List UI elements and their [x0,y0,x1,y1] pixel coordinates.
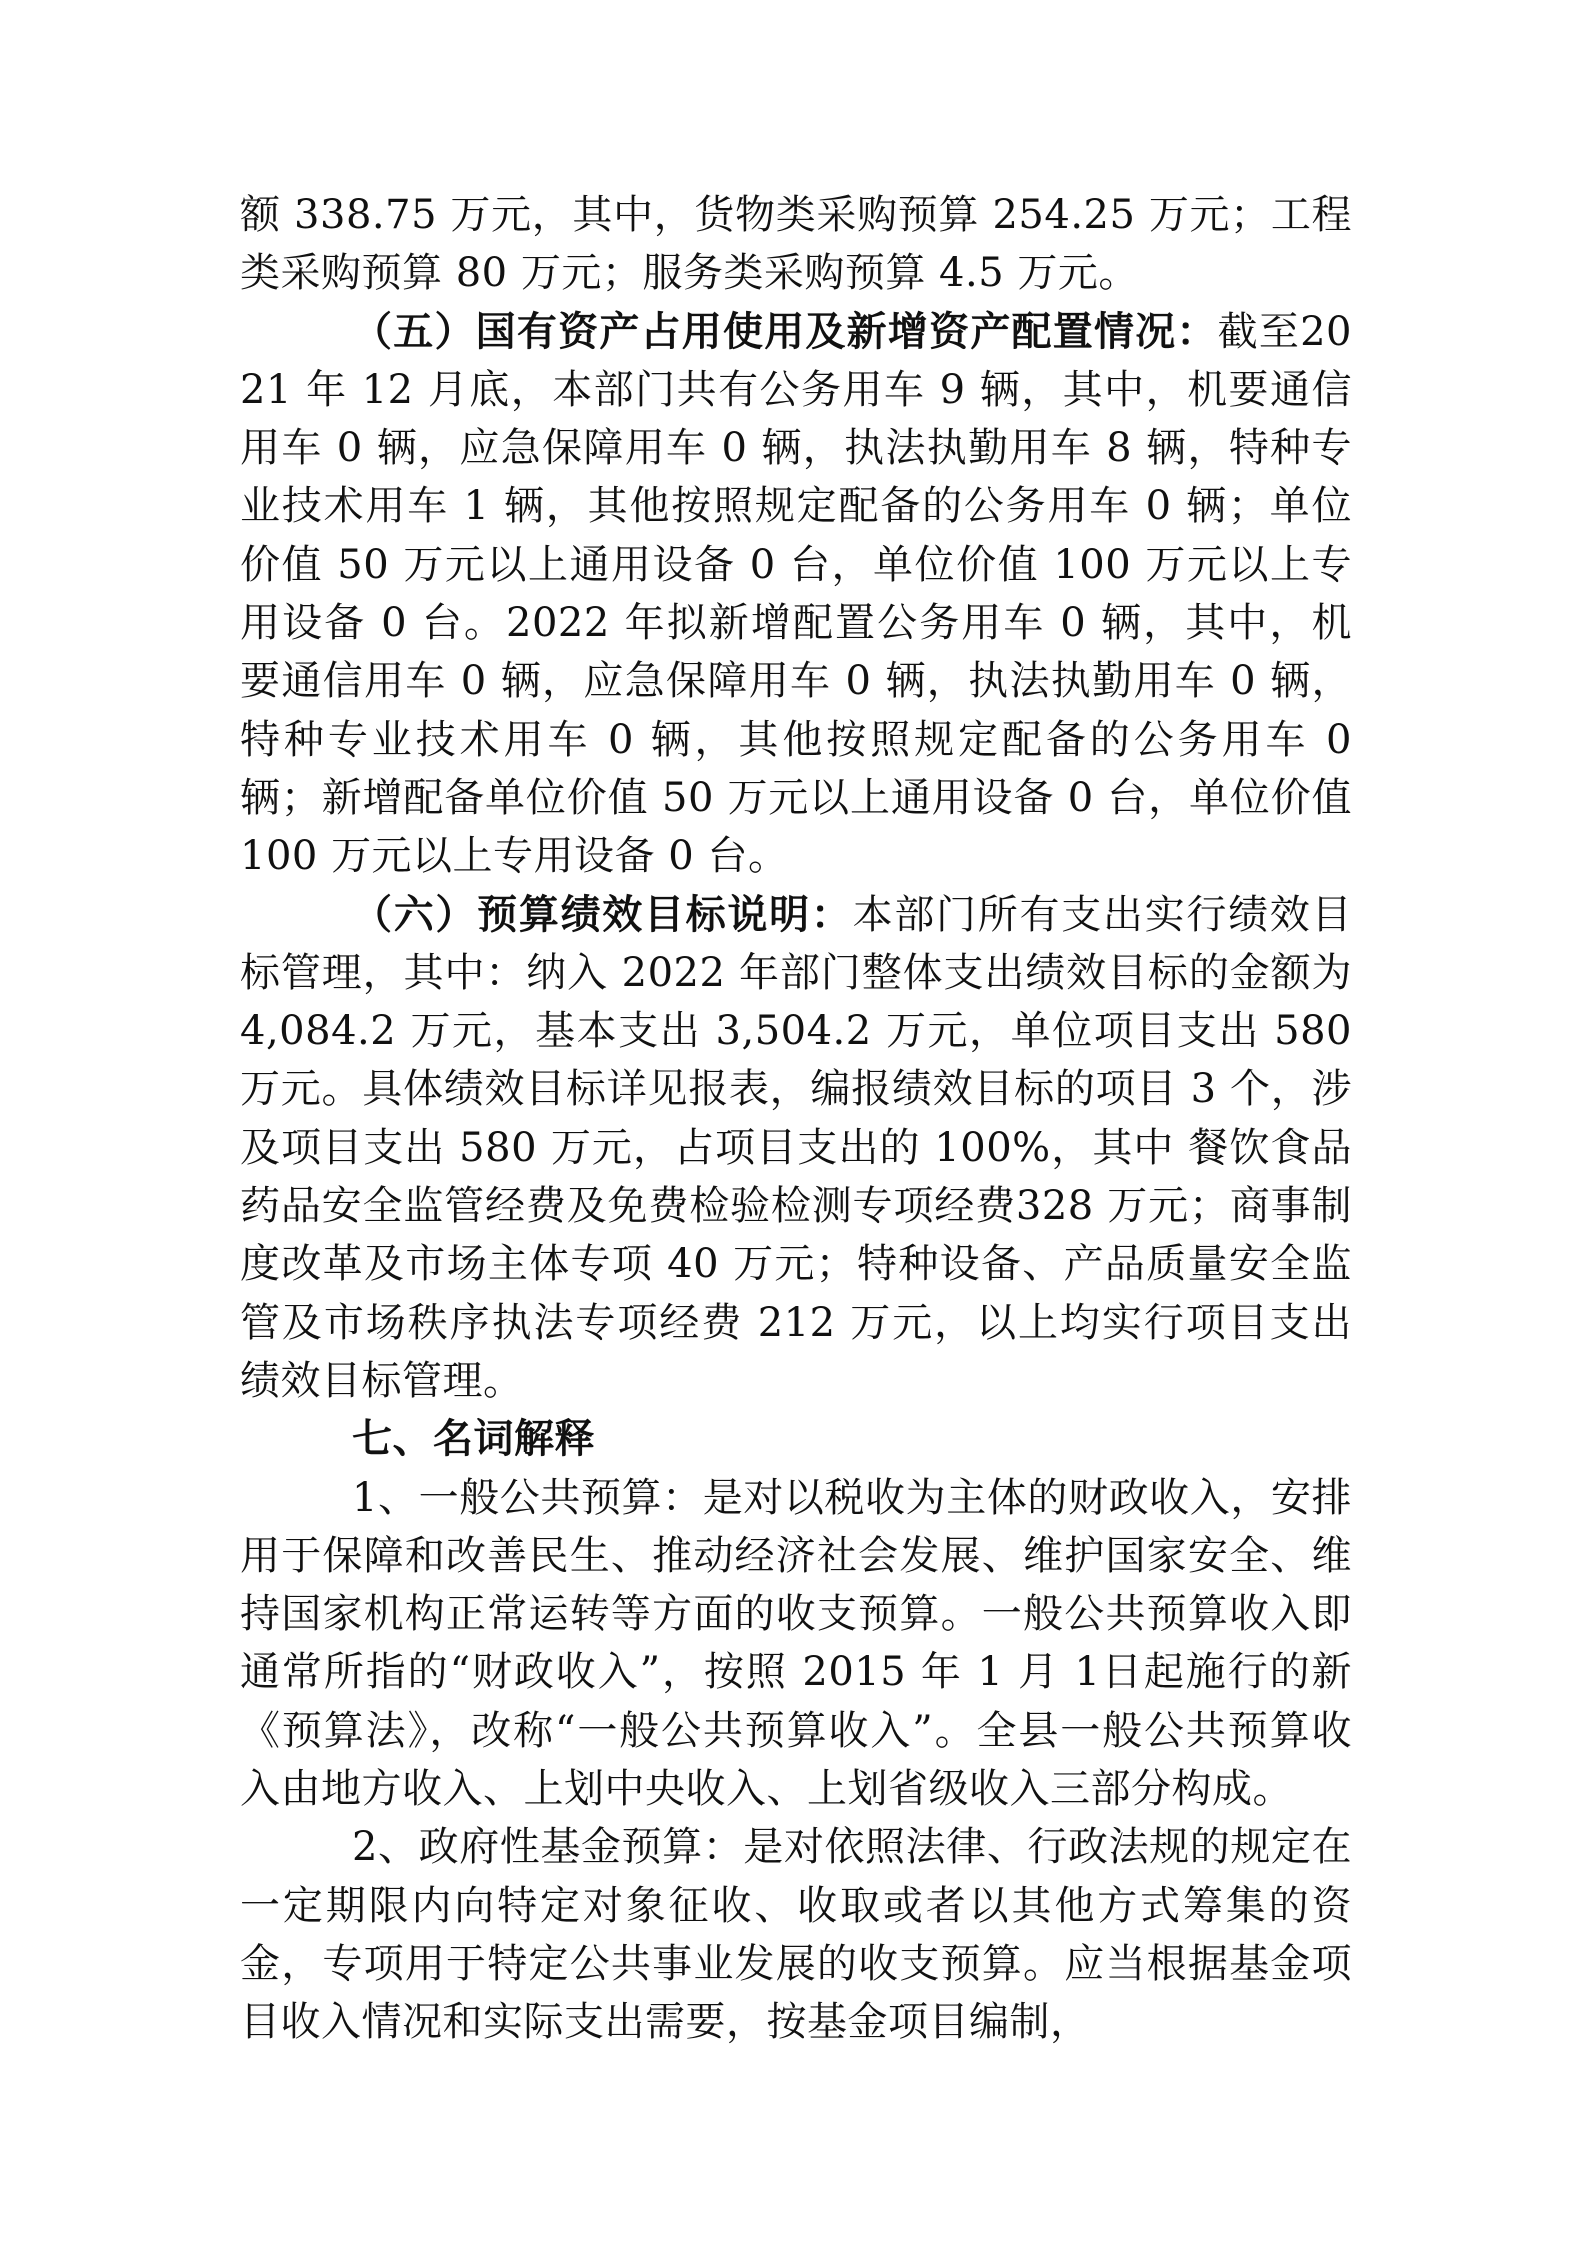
document-page [240,186,1352,2052]
paragraph-government-fund-budget [240,1818,1352,2051]
paragraph-procurement-continuation [240,186,1352,303]
heading-text: 七、名词解释 [352,1415,595,1463]
section-heading-state-assets: （五）国有资产占用使用及新增资产配置情况： [352,307,1218,355]
paragraph-text: 额 338.75 万元，其中，货物类采购预算 254.25 万元；工程类采购预算 80 万元；服务类采购预算 4.5 万元。 [240,192,1352,297]
section-heading-glossary [240,1410,1352,1468]
section-heading-performance-goals: （六）预算绩效目标说明： [352,890,853,938]
paragraph-text: 截至2021 年 12 月底，本部门共有公务用车 9 辆，其中，机要通信用车 0 辆，应急保障用车 0 辆，执法执勤用车 8 辆，特种专业技术用车 1 辆，其他按照规定配备的公务用车 0 辆；单位价值 50 万元以上通用设备 0 台，单位价值 100 万元以上专用设备 0 台。2022 年拟新增配置公务用车 0 辆，其中，机要通信用车 0 辆，应急保障用车 0 辆，执法执勤用车 0 辆，特种专业技术用车 0 辆，其他按照规定配备的公务用车 0 辆；新增配备单位价值 50 万元以上通用设备 0 台，单位价值 100 万元以上专用设备 0 台。 [240,308,1352,880]
paragraph-general-public-budget [240,1469,1352,1819]
paragraph-state-assets [240,303,1352,886]
paragraph-text: 2、政府性基金预算：是对依照法律、行政法规的规定在一定期限内向特定对象征收、收取或者以其他方式筹集的资金，专项用于特定公共事业发展的收支预算。应当根据基金项目收入情况和实际支出需要，按基金项目编制， [240,1824,1352,2046]
paragraph-performance-goals [240,886,1352,1411]
paragraph-text: 本部门所有支出实行绩效目标管理，其中：纳入 2022 年部门整体支出绩效目标的金额为 4,084.2 万元，基本支出 3,504.2 万元，单位项目支出 580 万元。具体绩效目标详见报表，编报绩效目标的项目 3 个，涉及项目支出 580 万元，占项目支出的 100%，其中 餐饮食品药品安全监管经费及免费检验检测专项经费328 万元；商事制度改革及市场主体专项 40 万元；特种设备、产品质量安全监管及市场秩序执法专项经费 212 万元，以上均实行项目支出绩效目标管理。 [240,891,1353,1404]
paragraph-text: 1、一般公共预算：是对以税收为主体的财政收入，安排用于保障和改善民生、推动经济社会发展、维护国家安全、维持国家机构正常运转等方面的收支预算。一般公共预算收入即通常所指的“财政收入”，按照 2015 年 1 月 1日起施行的新《预算法》，改称“一般公共预算收入”。全县一般公共预算收入由地方收入、上划中央收入、上划省级收入三部分构成。 [240,1474,1352,1813]
